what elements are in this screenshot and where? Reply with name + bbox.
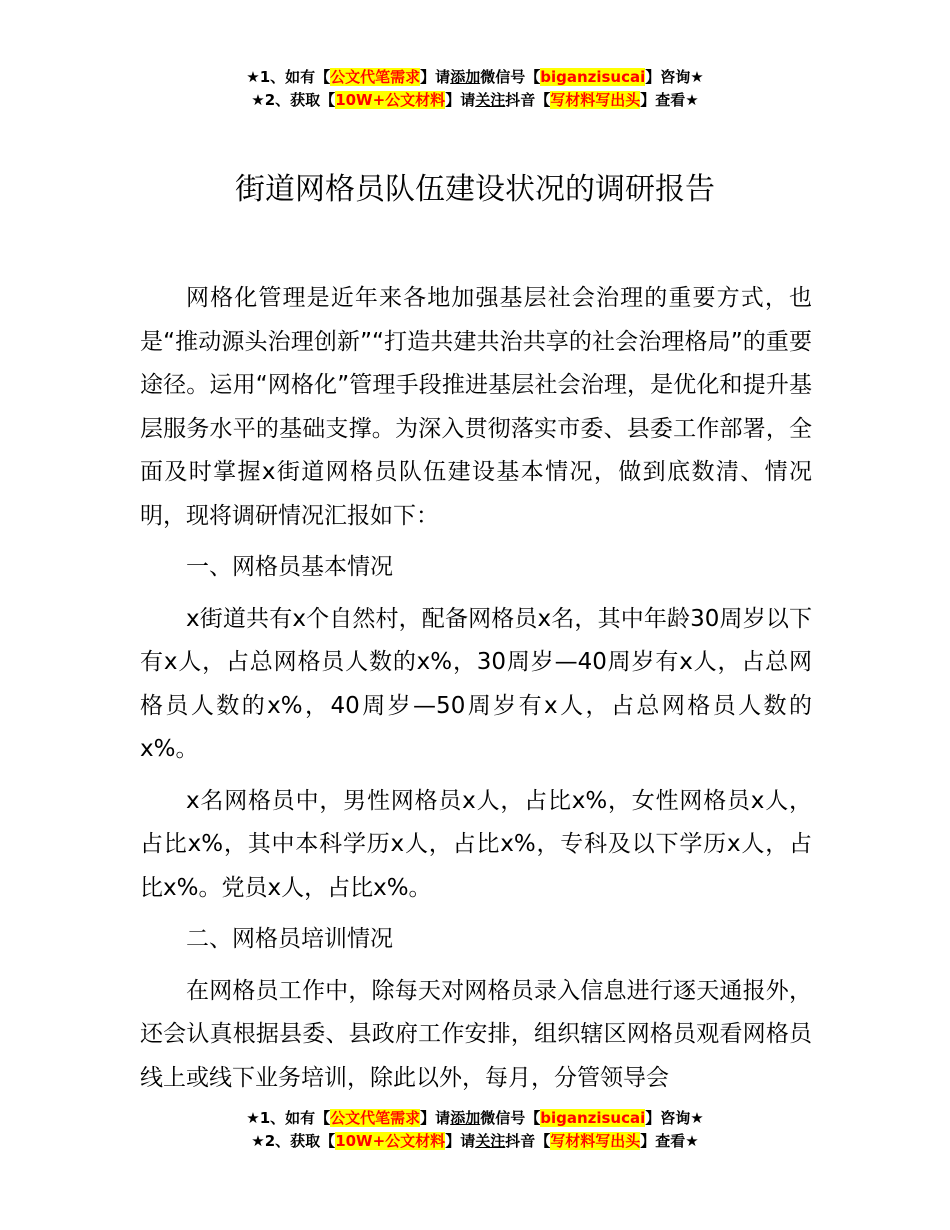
banner-text: ★2、获取【 (251, 1132, 336, 1150)
banner-text: 】查看★ (640, 91, 699, 109)
document-title: 街道网格员队伍建设状况的调研报告 (235, 172, 715, 207)
banner-underlined: 关注 (475, 1132, 506, 1150)
banner-highlight: biganzisucai (540, 1109, 646, 1127)
banner-line-1 (0, 1107, 950, 1130)
banner-highlight: 写材料写出头 (550, 91, 641, 109)
banner-text: 】请 (445, 91, 476, 109)
paragraph: 在网格员工作中，除每天对网格员录入信息进行逐天通报外，还会认真根据县委、县政府工作安排，组织辖区网格员观看网格员线上或线下业务培训，除此以外，每月，分管领导会 (140, 977, 812, 1091)
paragraph: 网格化管理是近年来各地加强基层社会治理的重要方式，也是“推动源头治理创新”“打造共建共治共享的社会治理格局”的重要途径。运用“网格化”管理手段推进基层社会治理，是优化和提升基层服务水平的基础支撑。为深入贯彻落实市委、县委工作部署，全面及时掌握x街道网格员队伍建设基本情况，做到底数清、情况明，现将调研情况汇报如下： (140, 285, 812, 529)
banner-highlight: 公文代笔需求 (330, 1109, 421, 1127)
header-banner (0, 66, 950, 112)
banner-line-1 (0, 66, 950, 89)
footer-banner (0, 1107, 950, 1153)
banner-highlight: 写材料写出头 (550, 1132, 641, 1150)
paragraph: x街道共有x个自然村，配备网格员x名，其中年龄30周岁以下有x人，占总网格员人数的x%，30周岁—40周岁有x人，占总网格员人数的x%，40周岁—50周岁有x人，占总网格员人数的x%。 (140, 605, 812, 762)
banner-text: 】咨询★ (645, 1109, 704, 1127)
banner-highlight: 公文代笔需求 (330, 68, 421, 86)
banner-text: 】咨询★ (645, 68, 704, 86)
banner-text: 微信号【 (480, 68, 541, 86)
banner-text: 】查看★ (640, 1132, 699, 1150)
banner-highlight: 10W+公文材料 (335, 1132, 446, 1150)
banner-text: 】请 (420, 1109, 451, 1127)
banner-text: 抖音【 (505, 1132, 551, 1150)
banner-highlight: 10W+公文材料 (335, 91, 446, 109)
banner-text: 微信号【 (480, 1109, 541, 1127)
banner-text: ★1、如有【 (246, 1109, 331, 1127)
paragraph: x名网格员中，男性网格员x人，占比x%，女性网格员x人，占比x%，其中本科学历x人，占比x%，专科及以下学历x人，占比x%。党员x人，占比x%。 (140, 787, 812, 901)
banner-text: ★2、获取【 (251, 91, 336, 109)
banner-underlined: 关注 (475, 91, 506, 109)
banner-line-2 (0, 1130, 950, 1153)
banner-text: 】请 (420, 68, 451, 86)
banner-underlined: 添加 (450, 1109, 481, 1127)
document-body (140, 277, 812, 1108)
banner-text: ★1、如有【 (246, 68, 331, 86)
banner-underlined: 添加 (450, 68, 481, 86)
banner-text: 抖音【 (505, 91, 551, 109)
banner-text: 】请 (445, 1132, 476, 1150)
section-heading: 二、网格员培训情况 (186, 926, 393, 952)
banner-highlight: biganzisucai (540, 68, 646, 86)
banner-line-2 (0, 89, 950, 112)
section-heading: 一、网格员基本情况 (186, 554, 393, 580)
